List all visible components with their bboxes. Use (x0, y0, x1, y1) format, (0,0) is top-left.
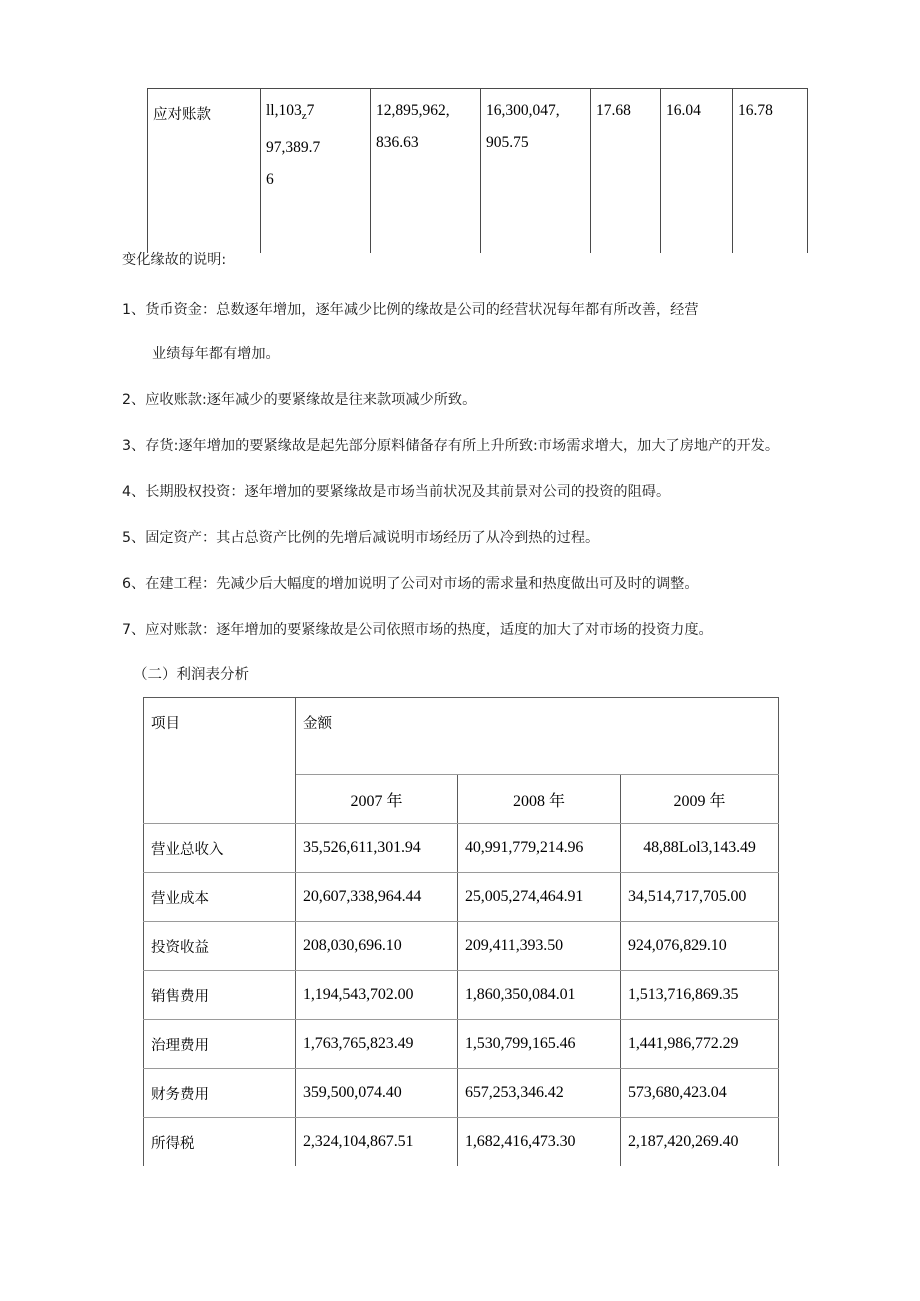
cell-admin-expense-2008: 1,530,799,165.46 (458, 1020, 621, 1069)
income-statement-table (143, 697, 779, 1166)
balance-cell-0-line2: 97,389.7 (266, 139, 321, 157)
row-label-cell: 应对账款 (148, 89, 261, 254)
cell-selling-expense-2008: 1,860,350,084.01 (458, 971, 621, 1020)
balance-cell-2-line2: 905.75 (486, 134, 529, 151)
cell-selling-expense-2009: 1,513,716,869.35 (621, 971, 779, 1020)
note-item-1 (122, 298, 882, 366)
balance-cell-5: 16.78 (733, 89, 808, 254)
cell-selling-expense-2007: 1,194,543,702.00 (296, 971, 458, 1020)
balance-cell-0-part3: 7 (306, 102, 315, 119)
table-row (144, 1069, 779, 1118)
table-row (144, 1118, 779, 1167)
row-label-selling-expense: 销售费用 (144, 971, 296, 1020)
notes-heading: 变化缘故的说明: (122, 252, 227, 268)
table-row (144, 873, 779, 922)
row-label-investment-income: 投资收益 (144, 922, 296, 971)
balance-cell-1 (371, 89, 481, 254)
cell-revenue-2008: 40,991,779,214.96 (458, 824, 621, 873)
notes-block (122, 248, 882, 664)
cell-investment-income-2009: 924,076,829.10 (621, 922, 779, 971)
cell-revenue-2007: 35,526,611,301.94 (296, 824, 458, 873)
row-label-admin-expense: 治理费用 (144, 1020, 296, 1069)
cell-finance-expense-2008: 657,253,346.42 (458, 1069, 621, 1118)
balance-cell-4: 16.04 (661, 89, 733, 254)
balance-cell-1-line2: 836.63 (376, 134, 419, 151)
cell-admin-expense-2007: 1,763,765,823.49 (296, 1020, 458, 1069)
note-item-1-line2: 业绩每年都有增加。 (152, 346, 280, 362)
header-item: 项目 (144, 698, 296, 824)
table-row (144, 971, 779, 1020)
note-item-5: 5、固定资产：其占总资产比例的先增后减说明市场经历了从冷到热的过程。 (122, 530, 600, 546)
balance-cell-0-line3: 6 (266, 171, 274, 189)
table-row (148, 89, 808, 254)
row-label-cost: 营业成本 (144, 873, 296, 922)
balance-cell-2-line1: 16,300,047, (486, 102, 560, 119)
table-row (144, 824, 779, 873)
table-row (144, 1020, 779, 1069)
balance-cell-0-part1: ll,103 (266, 102, 302, 119)
cell-cost-2008: 25,005,274,464.91 (458, 873, 621, 922)
cell-revenue-2009: 48,88Lol3,143.49 (621, 824, 779, 873)
note-item-3: 3、存货:逐年增加的要紧缘故是起先部分原料储备存有所上升所致:市场需求增大，加大了房地产的开发。 (122, 438, 780, 454)
section-heading: （二）利润表分析 (133, 667, 249, 683)
cell-income-tax-2008: 1,682,416,473.30 (458, 1118, 621, 1167)
balance-cell-0-subscript: z (301, 110, 307, 123)
header-year-2007: 2007 年 (296, 775, 458, 824)
note-item-2: 2、应收账款:逐年减少的要紧缘故是往来款项减少所致。 (122, 392, 477, 408)
balance-cell-2 (481, 89, 591, 254)
note-item-4: 4、长期股权投资：逐年增加的要紧缘故是市场当前状况及其前景对公司的投资的阻碍。 (122, 484, 671, 500)
balance-cell-3: 17.68 (591, 89, 661, 254)
balance-sheet-table-continued (147, 88, 808, 253)
row-label-finance-expense: 财务费用 (144, 1069, 296, 1118)
cell-cost-2007: 20,607,338,964.44 (296, 873, 458, 922)
header-amount: 金额 (296, 698, 779, 775)
cell-finance-expense-2009: 573,680,423.04 (621, 1069, 779, 1118)
row-label-revenue: 营业总收入 (144, 824, 296, 873)
balance-cell-0 (261, 89, 371, 254)
cell-cost-2009: 34,514,717,705.00 (621, 873, 779, 922)
table-row (144, 922, 779, 971)
cell-income-tax-2009: 2,187,420,269.40 (621, 1118, 779, 1167)
cell-investment-income-2008: 209,411,393.50 (458, 922, 621, 971)
cell-admin-expense-2009: 1,441,986,772.29 (621, 1020, 779, 1069)
header-year-2008: 2008 年 (458, 775, 621, 824)
note-item-1-line1: 1、货币资金：总数逐年增加，逐年减少比例的缘故是公司的经营状况每年都有所改善，经营 (122, 302, 699, 318)
cell-investment-income-2007: 208,030,696.10 (296, 922, 458, 971)
header-year-2009: 2009 年 (621, 775, 779, 824)
note-item-7: 7、应对账款：逐年增加的要紧缘故是公司依照市场的热度，适度的加大了对市场的投资力度。 (122, 622, 713, 638)
table-header-row-1 (144, 698, 779, 775)
cell-finance-expense-2007: 359,500,074.40 (296, 1069, 458, 1118)
balance-cell-1-line1: 12,895,962, (376, 102, 450, 119)
row-label-income-tax: 所得税 (144, 1118, 296, 1167)
cell-income-tax-2007: 2,324,104,867.51 (296, 1118, 458, 1167)
note-item-6: 6、在建工程：先减少后大幅度的增加说明了公司对市场的需求量和热度做出可及时的调整。 (122, 576, 699, 592)
